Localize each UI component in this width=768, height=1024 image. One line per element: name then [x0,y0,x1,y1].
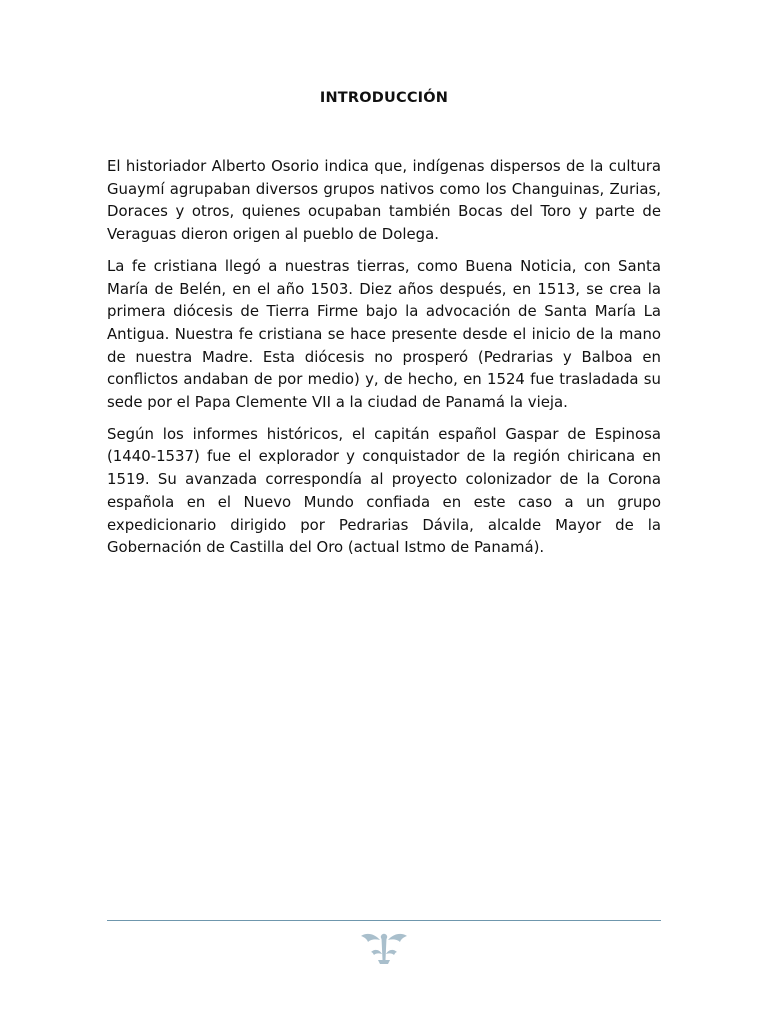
paragraph-3: Según los informes históricos, el capitán español Gaspar de Espinosa (1440-1537) fue el explorador y conquistador de la región chiricana en 1519. Su avanzada correspondía al proyecto colonizador de la Corona española en el Nuevo Mundo confiada en este caso a un grupo expedicionario dirigido por Pedrarias Dávila, alcalde Mayor de la Gobernación de Castilla del Oro (actual Istmo de Panamá). [107,424,661,557]
paragraph-2: La fe cristiana llegó a nuestras tierras, como Buena Noticia, con Santa María de Belén, en el año 1503. Diez años después, en 1513, se crea la primera diócesis de Tierra Firme bajo la advocación de Santa María La Antigua. Nuestra fe cristiana se hace presente desde el inicio de la mano de nuestra Madre. Esta diócesis no prosperó (Pedrarias y Balboa en conflictos andaban de por medio) y, de hecho, en 1524 fue trasladada su sede por el Papa Clemente VII a la ciudad de Panamá la vieja. [107,256,661,412]
fleuron-ornament-icon [359,930,409,966]
footer-rule [107,920,661,921]
paragraph-1: El historiador Alberto Osorio indica que, indígenas dispersos de la cultura Guaymí agrupaban diversos grupos nativos como los Changuinas, Zurias, Doraces y otros, quienes ocupaban también Bocas del Toro y parte de Veraguas dieron origen al pueblo de Dolega. [107,157,661,244]
body-text [107,155,661,568]
page-title: INTRODUCCIÓN [319,90,449,106]
